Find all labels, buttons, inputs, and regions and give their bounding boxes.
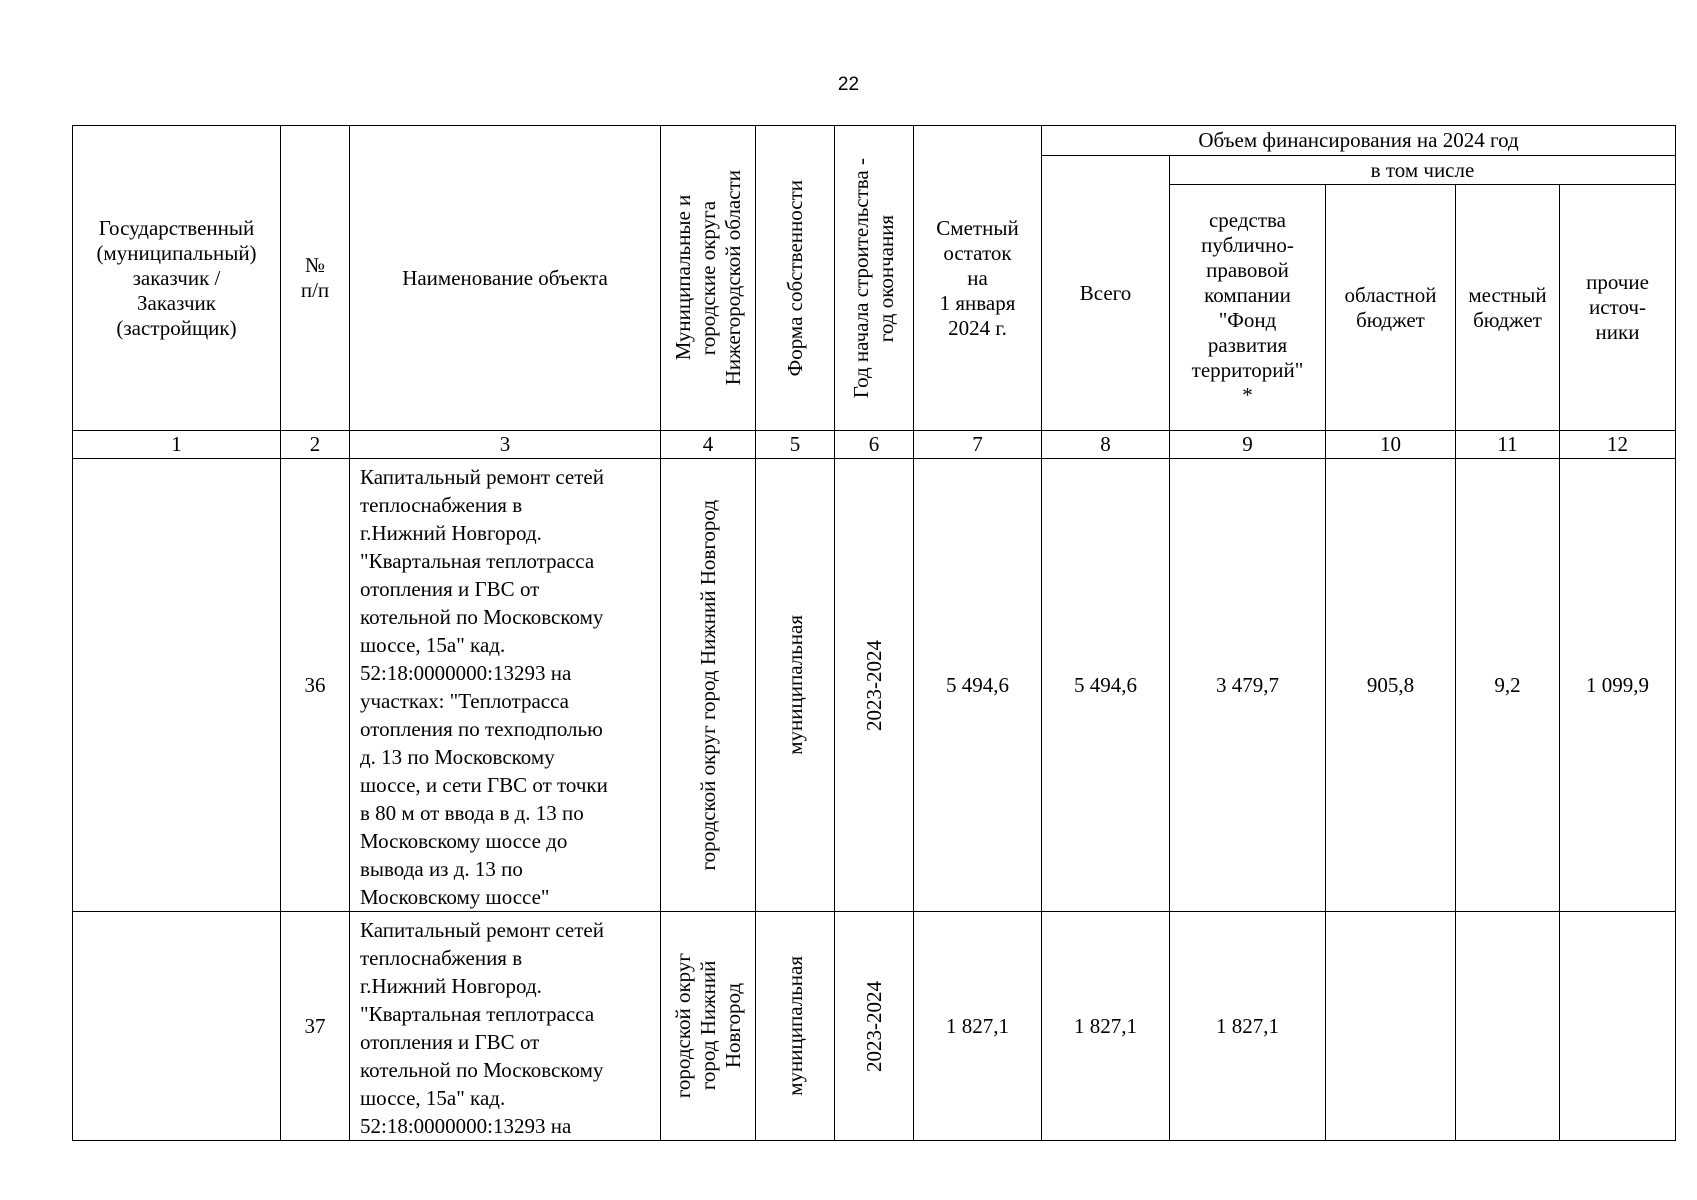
header-regional: областной бюджет: [1326, 185, 1456, 431]
header-ownership-text: Форма собственности: [782, 179, 807, 377]
row-fund: 3 479,7: [1170, 459, 1326, 912]
row-local: 9,2: [1456, 459, 1560, 912]
column-number: 5: [756, 431, 835, 459]
row-other: 1 099,9: [1560, 459, 1676, 912]
row-ownership-text: муниципальная: [782, 956, 807, 1096]
row-ownership: [756, 912, 835, 1141]
header-local: местный бюджет: [1456, 185, 1560, 431]
row-municipality: [661, 459, 756, 912]
header-object-name: Наименование объекта: [350, 126, 661, 431]
table-row: [73, 912, 1676, 1141]
page-number: 22: [837, 74, 860, 95]
column-number: 8: [1042, 431, 1170, 459]
column-number: 3: [350, 431, 661, 459]
column-number: 4: [661, 431, 756, 459]
column-number: 10: [1326, 431, 1456, 459]
row-customer: [73, 459, 281, 912]
column-number: 11: [1456, 431, 1560, 459]
row-estimated-balance: 5 494,6: [914, 459, 1042, 912]
row-regional: 905,8: [1326, 459, 1456, 912]
row-municipality: [661, 912, 756, 1141]
header-including: в том числе: [1170, 156, 1676, 185]
row-years-text: 2023-2024: [861, 980, 886, 1072]
column-number: 2: [281, 431, 350, 459]
row-years: [835, 912, 914, 1141]
column-number: 6: [835, 431, 914, 459]
row-years-text: 2023-2024: [861, 639, 886, 731]
row-municipality-text: городской округ город Нижний Новгород: [670, 953, 745, 1099]
table-row: [73, 459, 1676, 912]
row-object-name-text: Капитальный ремонт сетей теплоснабжения в г.Нижний Новгород. "Квартальная теплотрасса отопления и ГВС от котельной по Московскому шоссе, 15а" кад. 52:18:0000000:13293 на участках: "Теплотрасса отопления по техподполью д. 13 по Московскому шоссе, и сети ГВС от точки в 80 м от ввода в д. 13 по Московскому шоссе до вывода из д. 13 по Московскому шоссе": [360, 465, 608, 909]
row-number: 36: [281, 459, 350, 912]
row-object-name: [350, 912, 661, 1141]
row-object-name-text: Капитальный ремонт сетей теплоснабжения в г.Нижний Новгород. "Квартальная теплотрасса отопления и ГВС от котельной по Московскому шоссе, 15а" кад. 52:18:0000000:13293 на: [360, 918, 604, 1138]
row-total: 1 827,1: [1042, 912, 1170, 1141]
row-fund: 1 827,1: [1170, 912, 1326, 1141]
row-other: [1560, 912, 1676, 1141]
column-number: 12: [1560, 431, 1676, 459]
header-fund: средства публично- правовой компании "Фонд развития территорий" *: [1170, 185, 1326, 431]
header-total: Всего: [1042, 156, 1170, 431]
header-ownership: [756, 126, 835, 431]
row-total: 5 494,6: [1042, 459, 1170, 912]
row-municipality-text: городской округ город Нижний Новгород: [695, 499, 720, 871]
row-ownership-text: муниципальная: [782, 615, 807, 755]
row-regional: [1326, 912, 1456, 1141]
financing-table: [72, 125, 1676, 1141]
column-number-row: [73, 431, 1676, 459]
row-estimated-balance: 1 827,1: [914, 912, 1042, 1141]
header-other: прочие источ- ники: [1560, 185, 1676, 431]
header-municipality-text: Муниципальные и городские округа Нижегородской области: [670, 170, 745, 386]
header-financing-group: Объем финансирования на 2024 год: [1042, 126, 1676, 156]
column-number: 7: [914, 431, 1042, 459]
row-number: 37: [281, 912, 350, 1141]
header-municipality: [661, 126, 756, 431]
header-estimated-balance: Сметный остаток на 1 января 2024 г.: [914, 126, 1042, 431]
column-number: 9: [1170, 431, 1326, 459]
row-years: [835, 459, 914, 912]
row-customer: [73, 912, 281, 1141]
header-row-1: [73, 126, 1676, 156]
row-local: [1456, 912, 1560, 1141]
row-object-name: [350, 459, 661, 912]
header-years: [835, 126, 914, 431]
column-number: 1: [73, 431, 281, 459]
header-years-text: Год начала строительства - год окончания: [849, 157, 898, 399]
header-number: № п/п: [281, 126, 350, 431]
header-customer: Государственный (муниципальный) заказчик / Заказчик (застройщик): [73, 126, 281, 431]
row-ownership: [756, 459, 835, 912]
